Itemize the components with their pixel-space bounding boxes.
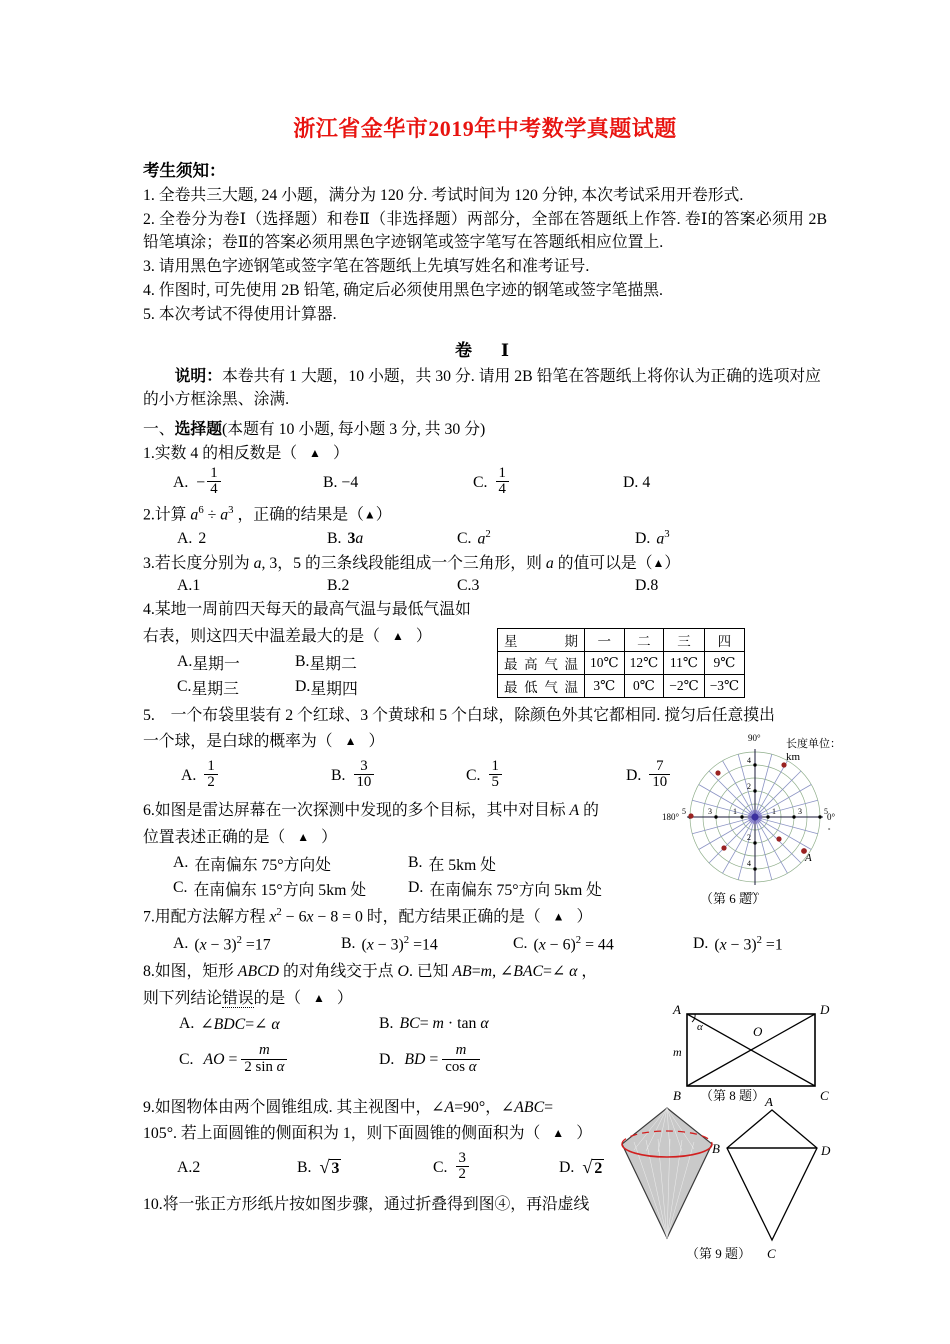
table-header-high: 最高气温 [498,652,585,675]
svg-text:3: 3 [798,807,802,816]
svg-text:1: 1 [772,807,776,816]
option-9-C[interactable]: C. $\frac{3}{2}$ [433,1152,559,1183]
svg-text:5: 5 [682,807,686,816]
section-number: 一、 [143,420,175,438]
svg-text:2: 2 [747,833,751,842]
question-9-number: 9. [143,1098,155,1116]
question-4-stem: 4.某地一周前四天每天的最高气温与最低气温如 [143,601,471,619]
option-4-D[interactable]: D. 星期四 [295,678,358,698]
question-3-stem: 3.若长度分别为 a, 3，5 的三条线段能组成一个三角形，则 a 的值可以是（▲） [143,554,681,572]
table-cell: 12℃ [624,652,664,675]
question-6-stem: 6.如图是雷达屏幕在一次探测中发现的多个目标，其中对目标 A 的 [143,802,599,820]
radar-angle-left-label: 180° [662,812,680,822]
table-row [498,675,745,698]
svg-text:A: A [673,1002,681,1017]
radar-figure-caption: （第 6 题） [700,891,766,906]
option-7-D[interactable]: D. $(x - 3)^2 =1$ [693,933,783,954]
option-2-B[interactable]: B. 3a [327,529,364,547]
option-7-B[interactable]: B. $(x - 3)^2 =14$ [341,933,438,954]
svg-text:3: 3 [708,807,712,816]
option-2-D[interactable]: D. $a^3$ [635,528,670,548]
svg-text:2: 2 [747,782,751,791]
option-5-B[interactable]: B. $\frac{3}{10}$ [331,760,466,791]
notice-item-5: 5. 本次考试不得使用计算器. [143,306,337,324]
option-1-A[interactable]: A. − $\frac{1}{4}$ [173,467,323,498]
question-2-stem: 2.计算 $a^6 \div a^3$ ，正确的结果是（▲） [143,503,392,523]
svg-text:1: 1 [733,807,737,816]
svg-text:A: A [765,1098,773,1109]
question-5-stem-line2: 一个球，是白球的概率为（ ▲ ） [143,733,385,751]
option-1-B[interactable]: B. −4 [323,473,359,491]
question-10-number: 10. [143,1196,163,1214]
svg-text:D: D [821,1143,831,1158]
paper-part-label: 卷 Ⅰ [455,341,515,361]
svg-text:4: 4 [747,859,751,868]
option-1-C[interactable]: C. $\frac{1}{4}$ [473,467,623,498]
question-1-text: 实数 4 的相反数是（ [154,444,298,462]
radar-angle-right-label: 0° [827,812,836,822]
question-9-stem-line2: 105°. 若上面圆锥的侧面积为 1，则下面圆锥的侧面积为（ ▲ ） [143,1125,592,1143]
question-4-stem-line2: 右表，则这四天中温差最大的是（ ▲ ） [143,628,432,646]
option-6-C[interactable]: C. 在南偏东 15°方向 5km 处 [173,879,367,899]
svg-text:m: m [673,1045,682,1059]
svg-text:O: O [753,1024,763,1039]
question-9-stem: 9.如图物体由两个圆锥组成. 其主视图中，∠A=90°，∠ABC= [143,1098,554,1116]
blank-triangle-icon: ▲ [652,555,665,570]
question-5-number: 5. [143,706,155,724]
option-8-B[interactable]: B. BC= m · tan α [379,1015,489,1033]
radar-unit-label: 长度单位：km [786,738,841,763]
section-name: 选择题 [174,420,223,438]
option-8-D[interactable]: D. BD = $\frac{m}{\text{cos α}}$ [379,1044,482,1075]
blank-triangle-icon: ▲ [540,909,577,924]
question-5-stem: 5. 一个布袋里装有 2 个红球、3 个黄球和 5 个白球，除颜色外其它都相同. 搅匀后任意摸出 [143,706,775,724]
blank-triangle-icon: ▲ [540,1126,577,1141]
option-9-D[interactable]: D. √ 2 [559,1156,603,1177]
table-cell: 四 [704,629,744,652]
table-row [498,652,745,675]
svg-text:4: 4 [747,756,751,765]
blank-triangle-icon: ▲ [285,830,322,845]
question-7-number: 7. [143,908,155,926]
table-cell: 一 [585,629,625,652]
paper-instruction [143,365,827,411]
option-5-D[interactable]: D. $\frac{7}{10}$ [626,760,672,791]
blank-triangle-icon: ▲ [297,445,333,460]
blank-triangle-icon: ▲ [301,990,337,1005]
option-3-A[interactable]: A. 1 [177,577,201,595]
table-cell: 10℃ [585,652,625,675]
question-1-number: 1. [143,444,155,462]
option-3-D[interactable]: D. 8 [635,577,659,595]
notice-item-4: 4. 作图时, 可先使用 2B 铅笔, 确定后必须使用黑色字迹的钢笔或签字笔描黑. [143,282,663,300]
option-3-B[interactable]: B. 2 [327,577,350,595]
question-6-number: 6. [143,802,155,820]
option-6-D[interactable]: D. 在南偏东 75°方向 5km 处 [408,879,602,899]
table-cell: −3℃ [704,675,744,698]
option-6-B[interactable]: B. 在 5km 处 [408,854,497,874]
svg-text:D: D [820,1002,830,1017]
question-2-number: 2. [143,505,155,523]
radar-angle-top-label: 90° [748,733,761,743]
option-1-D[interactable]: D. 4 [623,473,651,491]
table-cell: 三 [664,629,704,652]
option-2-A[interactable]: A. 2 [177,529,207,547]
notice-item-2: 2. 全卷分为卷Ⅰ（选择题）和卷Ⅱ（非选择题）两部分，全部在答题纸上作答. 卷Ⅰ的答案必须用 2B 铅笔填涂；卷Ⅱ的答案必须用黑色字迹钢笔或签字笔写在答题纸相应位置上. [143,211,827,252]
option-8-C[interactable]: C. AO = $\frac{m}{\text{2 sin α}}$ [179,1044,379,1075]
svg-text:C: C [767,1246,776,1261]
option-7-A[interactable]: A. $(x - 3)^2 =17$ [173,933,271,954]
instruction-label: 说明： [174,368,222,386]
page-title: 浙江省金华市2019年中考数学真题试题 [293,116,677,141]
option-6-A[interactable]: A. 在南偏东 75°方向处 [173,854,332,874]
question-7-options [143,934,827,954]
blank-triangle-icon: ▲ [332,734,369,749]
question-3-options [143,577,827,595]
question-8-stem-line2: 则下列结论错误的是（ ▲ ） [143,989,353,1007]
option-8-A[interactable]: A. ∠BDC=∠ α [179,1015,280,1034]
blank-triangle-icon: ▲ [363,506,376,521]
temperature-table [497,628,745,698]
option-7-C[interactable]: C. $(x - 6)^2 = 44$ [513,933,614,954]
svg-text:C: C [820,1088,829,1103]
question-10-stem: 10.将一张正方形纸片按如图步骤，通过折叠得到图④，再沿虚线 [143,1196,590,1214]
question-6-stem-line2: 位置表述正确的是（ ▲ ） [143,829,337,847]
option-5-A[interactable]: A. $\frac{1}{2}$ [181,760,331,791]
rectangle-figure-caption: （第 8 题） [700,1088,766,1103]
svg-text:α: α [697,1021,703,1033]
question-7-stem: 7.用配方法解方程 $x^2 - 6x - 8 = 0$ 时，配方结果正确的是（ ▲ ） [143,905,593,926]
blank-triangle-icon: ▲ [379,629,416,644]
option-3-C[interactable]: C. 3 [457,577,480,595]
question-1-options [143,467,827,498]
table-cell: −2℃ [664,675,704,698]
section-note: (本题有 10 小题, 每小题 3 分, 共 30 分) [222,420,486,438]
radar-target-label: A [805,852,812,864]
table-header-week: 星 期 [498,629,585,652]
option-4-A[interactable]: A. 星期一 [177,653,240,673]
option-5-C[interactable]: C. $\frac{1}{5}$ [466,760,626,791]
option-9-B[interactable]: B. √ 3 [297,1156,340,1177]
table-cell: 0℃ [624,675,664,698]
cone-figure-caption: （第 9 题） [686,1246,752,1261]
table-cell: 9℃ [704,652,744,675]
table-cell: 3℃ [585,675,625,698]
question-4-number: 4. [143,601,155,619]
option-4-B[interactable]: B. 星期二 [295,653,357,673]
instruction-text: 本卷共有 1 大题，10 小题，共 30 分. 请用 2B 铅笔在答题纸上将你认为正确的选项对应的小方框涂黑、涂满. [143,368,821,409]
question-2-options [143,528,827,548]
svg-text:°: ° [828,828,831,834]
question-3-number: 3. [143,554,155,572]
table-cell: 二 [624,629,664,652]
svg-text:5: 5 [824,807,828,816]
question-1-stem: 1.实数 4 的相反数是（ ▲ ） [143,444,349,462]
option-2-C[interactable]: C. $a^2$ [457,528,491,548]
option-4-C[interactable]: C. 星期三 [177,678,239,698]
notice-item-1: 1. 全卷共三大题, 24 小题，满分为 120 分. 考试时间为 120 分钟, 本次考试采用开卷形式. [143,187,744,204]
svg-text:B: B [673,1088,681,1103]
option-9-A[interactable]: A. 2 [177,1158,201,1176]
svg-text:B: B [712,1141,720,1156]
question-8-stem: 8.如图，矩形 ABCD 的对角线交于点 O. 已知 AB=m, ∠BAC=∠ α ， [143,963,598,981]
table-row [498,629,745,652]
section-heading [143,416,827,439]
notice-heading: 考生须知： [143,161,226,180]
table-header-low: 最低气温 [498,675,585,698]
table-cell: 11℃ [664,652,704,675]
notice-item-3: 3. 请用黑色字迹钢笔或签字笔在答题纸上先填写姓名和准考证号. [143,258,590,276]
question-8-number: 8. [143,963,155,981]
